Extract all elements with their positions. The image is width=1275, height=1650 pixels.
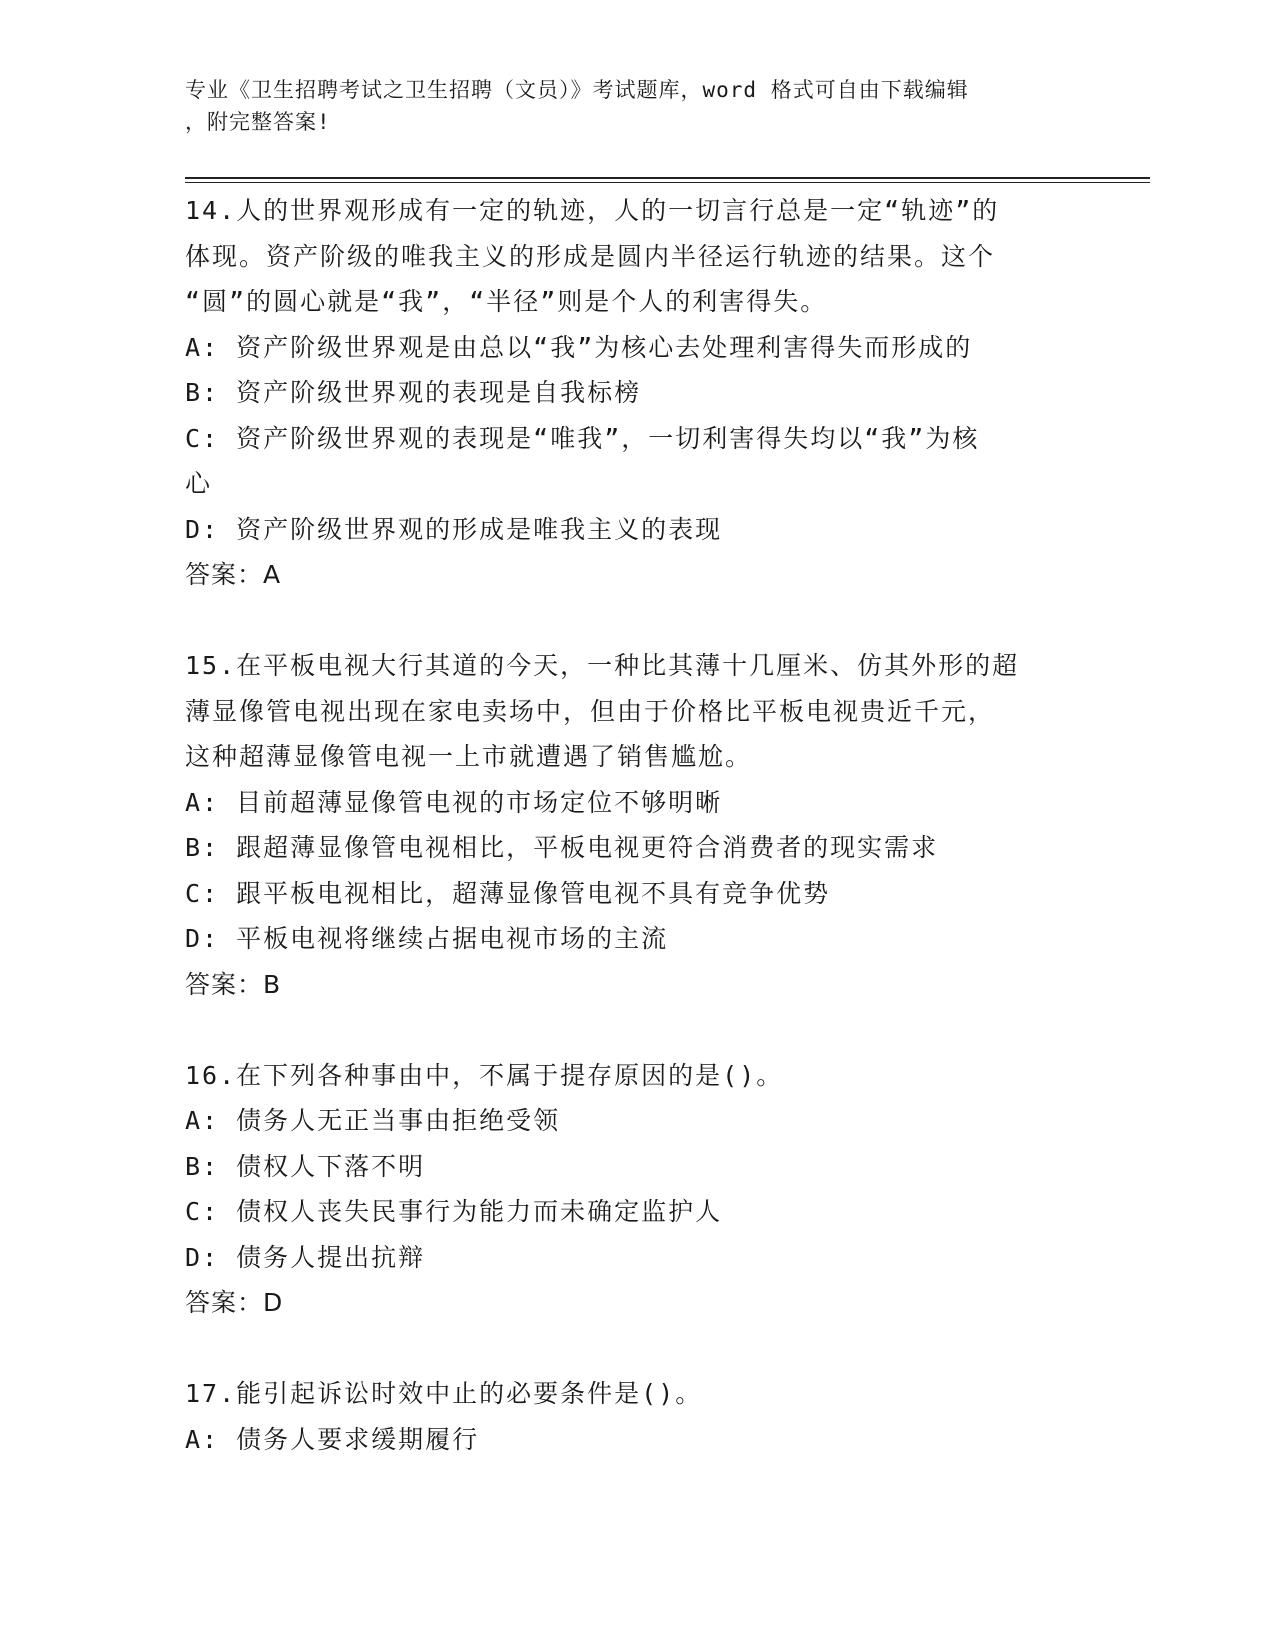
- question-14: [185, 188, 1080, 598]
- option-d: D: 平板电视将继续占据电视市场的主流: [185, 924, 669, 953]
- answer: 答案：B: [185, 969, 282, 999]
- question-stem-line: 体现。资产阶级的唯我主义的形成是圆内半径运行轨迹的结果。这个: [185, 241, 996, 271]
- option-a: A: 目前超薄显像管电视的市场定位不够明晰: [185, 787, 723, 817]
- question-stem-line: 14.人的世界观形成有一定的轨迹，人的一切言行总是一定“轨迹”的: [185, 196, 1000, 225]
- header-divider-thin: [185, 182, 1150, 183]
- spacer: [185, 1326, 1080, 1372]
- question-stem-line: 薄显像管电视出现在家电卖场中，但由于价格比平板电视贵近千元，: [185, 696, 996, 726]
- question-stem-line: “圆”的圆心就是“我”，“半径”则是个人的利害得失。: [185, 287, 828, 316]
- question-16: [185, 1053, 1080, 1326]
- answer: 答案：A: [185, 560, 282, 589]
- option-a: A: 债务人无正当事由拒绝受领: [185, 1106, 561, 1135]
- option-d: D: 资产阶级世界观的形成是唯我主义的表现: [185, 514, 723, 544]
- question-stem-line: 16.在下列各种事由中，不属于提存原因的是()。: [185, 1060, 784, 1090]
- option-b: B: 资产阶级世界观的表现是自我标榜: [185, 378, 642, 407]
- spacer: [185, 598, 1080, 644]
- document-header: [185, 74, 1065, 138]
- option-a: A: 债务人要求缓期履行: [185, 1424, 480, 1454]
- option-b: B: 债权人下落不明: [185, 1151, 426, 1181]
- option-a: A: 资产阶级世界观是由总以“我”为核心去处理利害得失而形成的: [185, 332, 973, 362]
- question-stem-line: 17.能引起诉讼时效中止的必要条件是()。: [185, 1379, 703, 1408]
- spacer: [185, 1007, 1080, 1053]
- option-c-continued: 心: [185, 469, 213, 498]
- header-line-2: ，附完整答案!: [185, 110, 331, 134]
- question-stem-line: 这种超薄显像管电视一上市就遭遇了销售尴尬。: [185, 742, 753, 771]
- option-c: C: 资产阶级世界观的表现是“唯我”，一切利害得失均以“我”为核: [185, 423, 980, 453]
- header-divider-thick: [185, 177, 1150, 179]
- answer: 答案：D: [185, 1288, 284, 1317]
- option-d: D: 债务人提出抗辩: [185, 1242, 426, 1272]
- header-line-1: 专业《卫生招聘考试之卫生招聘（文员）》考试题库，word 格式可自由下载编辑: [185, 78, 969, 102]
- question-15: [185, 643, 1080, 1007]
- option-c: C: 债权人丧失民事行为能力而未确定监护人: [185, 1197, 723, 1226]
- option-b: B: 跟超薄显像管电视相比，平板电视更符合消费者的现实需求: [185, 833, 939, 862]
- question-list: [185, 188, 1080, 1462]
- question-stem-line: 15.在平板电视大行其道的今天，一种比其薄十几厘米、仿其外形的超: [185, 651, 1020, 680]
- option-c: C: 跟平板电视相比，超薄显像管电视不具有竞争优势: [185, 878, 831, 908]
- question-17: [185, 1371, 1080, 1462]
